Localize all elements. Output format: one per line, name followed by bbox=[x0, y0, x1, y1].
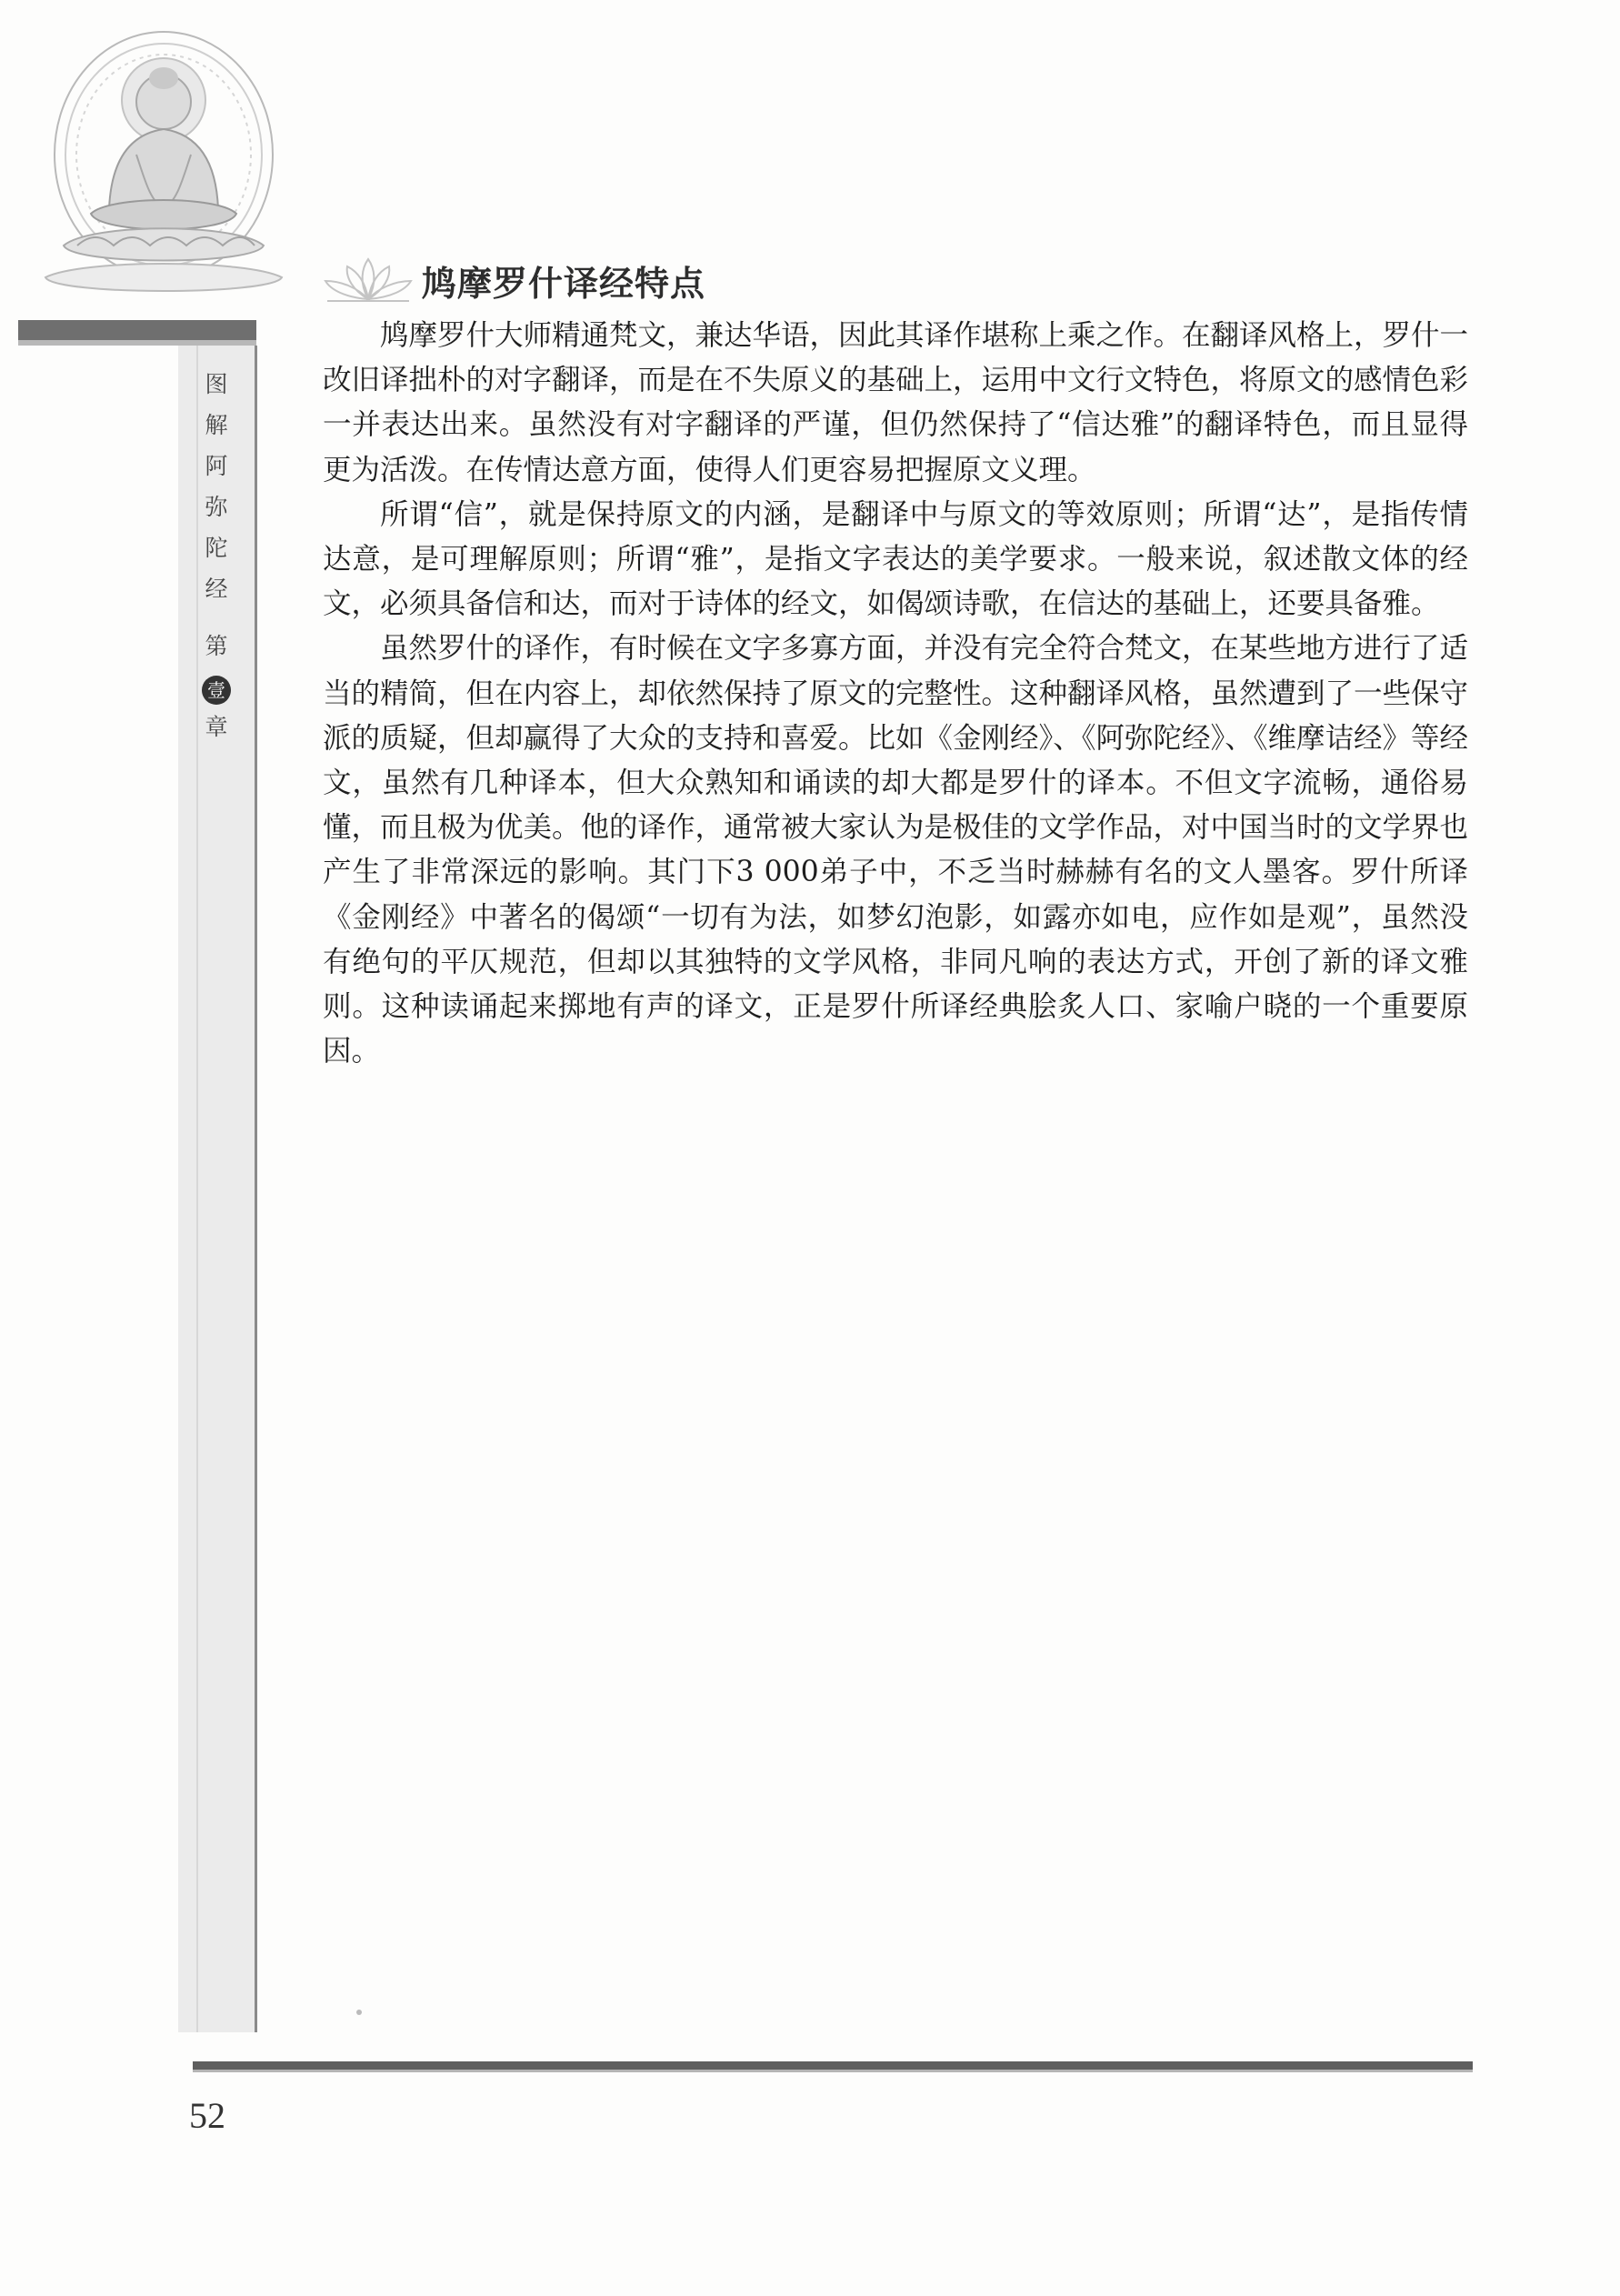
section-heading bbox=[318, 253, 705, 307]
title-char: 解 bbox=[205, 412, 228, 438]
chapter-suffix: 章 bbox=[205, 714, 228, 740]
title-char: 图 bbox=[205, 371, 228, 397]
buddha-emblem-icon bbox=[27, 18, 300, 309]
page-number: 52 bbox=[189, 2095, 225, 2136]
section-title: 鸠摩罗什译经特点 bbox=[422, 263, 706, 304]
paragraph: 虽然罗什的译作，有时候在文字多寡方面，并没有完全符合梵文，在某些地方进行了适当的精简，但在内容上，却依然保持了原文的完整性。这种翻译风格，虽然遭到了一些保守派的质疑，但却赢得了大众的支持和喜爱。比如《金刚经》、《阿弥陀经》、《维摩诘经》等经文，虽然有几种译本，但大众熟知和诵读的却大都是罗什的译本。不但文字流畅，通俗易懂，而且极为优美。他的译作，通常被大家认为是极佳的文学作品，对中国当时的文学界也产生了非常深远的影响。其门下3 000弟子中，不乏当时赫赫有名的文人墨客。罗什所译《金刚经》中著名的偈颂“一切有为法，如梦幻泡影，如露亦如电，应作如是观”，虽然没有绝句的平仄规范，但却以其独特的文学风格，非同凡响的表达方式，开创了新的译文雅则。这种读诵起来掷地有声的译文，正是罗什所译经典脍炙人口、家喻户晓的一个重要原因。 bbox=[323, 632, 1469, 1068]
footer-rule-shadow bbox=[193, 2070, 1473, 2072]
chapter-prefix: 第 bbox=[205, 633, 228, 659]
running-title bbox=[178, 373, 255, 757]
scan-speck bbox=[356, 2010, 362, 2015]
paragraph: 鸠摩罗什大师精通梵文，兼达华语，因此其译作堪称上乘之作。在翻译风格上，罗什一改旧译拙朴的对字翻译，而是在不失原义的基础上，运用中文行文特色，将原文的感情色彩一并表达出来。虽然没有对字翻译的严谨，但仍然保持了“信达雅”的翻译特色，而且显得更为活泼。在传情达意方面，使得人们更容易把握原文义理。 bbox=[323, 319, 1469, 486]
article-body bbox=[323, 314, 1468, 1074]
title-char: 陀 bbox=[205, 535, 228, 561]
paragraph: 所谓“信”，就是保持原文的内涵，是翻译中与原文的等效原则；所谓“达”，是指传情达意，是可理解原则；所谓“雅”，是指文字表达的美学要求。一般来说，叙述散文体的经文，必须具备信和达，而对于诗体的经文，如偈颂诗歌，在信达的基础上，还要具备雅。 bbox=[323, 497, 1468, 621]
title-char: 弥 bbox=[205, 494, 228, 520]
title-char: 经 bbox=[205, 576, 228, 602]
frame-top-bar bbox=[18, 320, 256, 340]
lotus-icon bbox=[318, 256, 418, 305]
title-char: 阿 bbox=[205, 453, 228, 479]
chapter-number-badge: 壹 bbox=[202, 676, 231, 705]
footer-rule bbox=[193, 2061, 1473, 2070]
